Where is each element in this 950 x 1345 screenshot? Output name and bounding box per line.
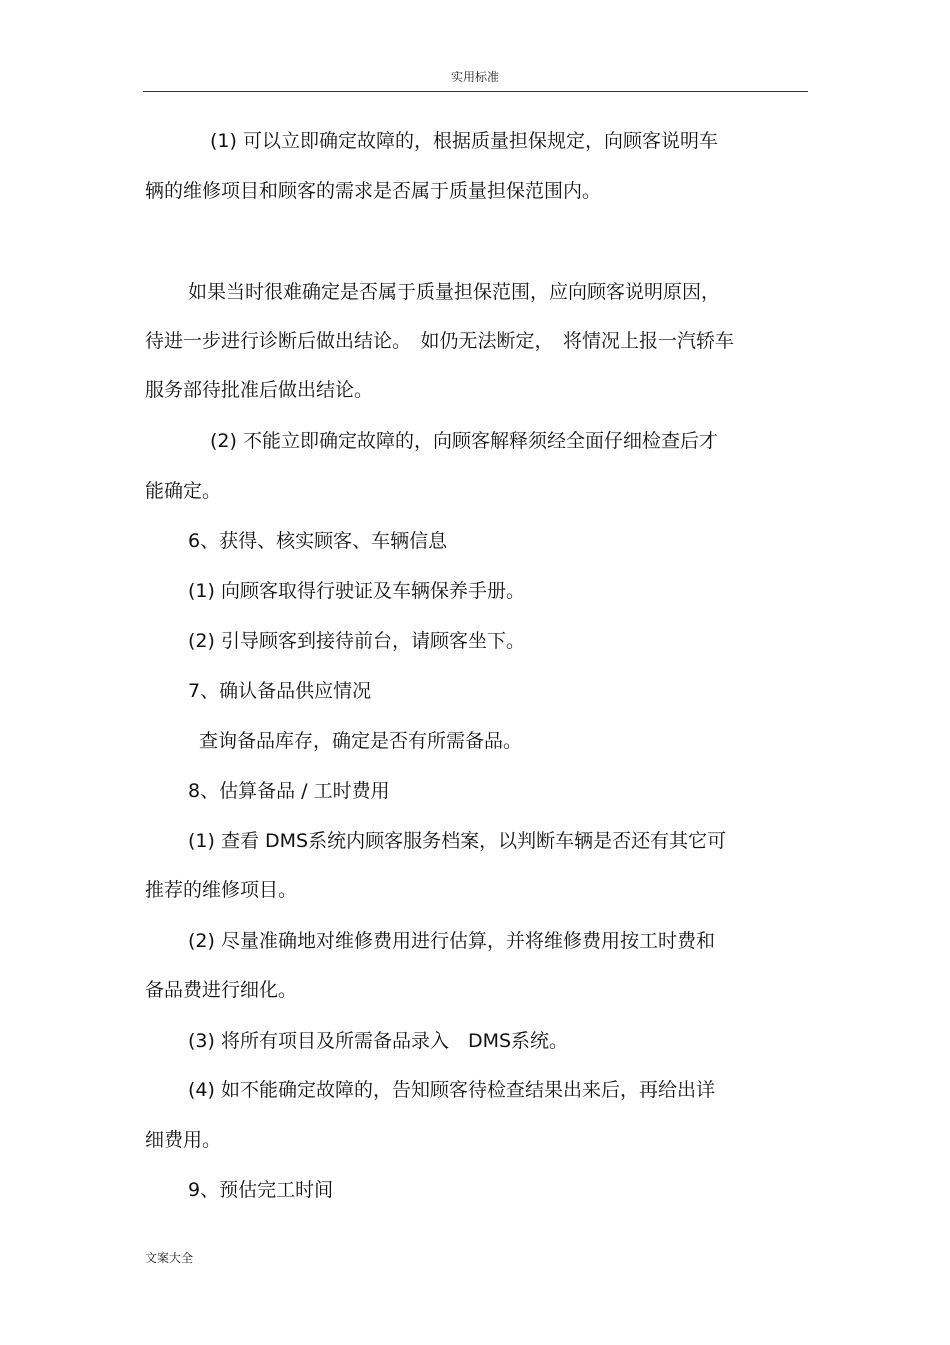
section-heading: 7、确认备品供应情况	[188, 680, 372, 702]
section-heading: 9、预估完工时间	[188, 1179, 334, 1201]
paragraph-line: (2) 尽量准确地对维修费用进行估算，并将维修费用按工时费和	[188, 930, 715, 952]
paragraph-line: (1) 查看 DMS系统内顾客服务档案，以判断车辆是否还有其它可	[188, 830, 727, 852]
paragraph-line: 服务部待批准后做出结论。	[145, 379, 374, 401]
page-footer: 文案大全	[145, 1251, 194, 1265]
paragraph-line: 辆的维修项目和顾客的需求是否属于质量担保范围内。	[145, 180, 602, 202]
paragraph-line: 备品费进行细化。	[145, 979, 298, 1001]
paragraph-line: (2) 不能立即确定故障的，向顾客解释须经全面仔细检查后才	[210, 430, 718, 452]
section-heading: 8、估算备品 / 工时费用	[188, 780, 390, 802]
section-heading: 6、获得、核实顾客、车辆信息	[188, 530, 448, 552]
paragraph-line: 能确定。	[145, 480, 222, 502]
paragraph-line: 推荐的维修项目。	[145, 879, 298, 901]
paragraph-line: (3) 将所有项目及所需备品录入 DMS系统。	[188, 1030, 569, 1052]
paragraph-line: (2) 引导顾客到接待前台，请顾客坐下。	[188, 630, 525, 652]
paragraph-line: (1) 向顾客取得行驶证及车辆保养手册。	[188, 580, 525, 602]
paragraph-line: 细费用。	[145, 1129, 222, 1151]
paragraph-line: (1) 可以立即确定故障的，根据质量担保规定，向顾客说明车	[210, 130, 718, 152]
paragraph-line: 待进一步进行诊断后做出结论。 如仍无法断定， 将情况上报一汽轿车	[145, 330, 735, 352]
paragraph-line: 如果当时很难确定是否属于质量担保范围，应向顾客说明原因，	[188, 281, 721, 303]
paragraph-line: (4) 如不能确定故障的，告知顾客待检查结果出来后，再给出详	[188, 1079, 715, 1101]
paragraph-line: 查询备品库存，确定是否有所需备品。	[199, 730, 523, 752]
page-header: 实用标准	[450, 70, 499, 84]
header-divider	[143, 91, 808, 92]
